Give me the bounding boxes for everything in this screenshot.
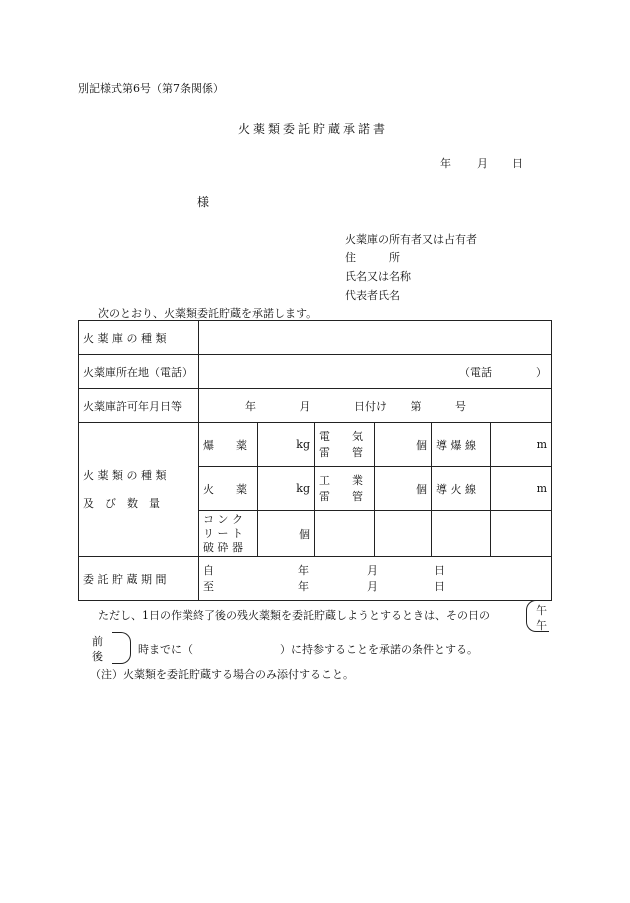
owner-representative-label: 代表者氏名 [345,289,400,302]
empty-cell[interactable] [491,511,552,557]
empty-cell[interactable] [432,511,491,557]
condition-line1: ただし、1日の作業終了後の残火薬類を委託貯蔵しようとするときは、その日の [98,609,490,622]
pm-label: 午 [536,619,547,632]
storage-period-value[interactable] [199,557,552,601]
industrial-detonator-label [315,467,375,511]
owner-role: 火薬庫の所有者又は占有者 [345,233,477,246]
explosives-label-line2: 及 び 数 量 [83,496,160,510]
kg-unit: kg [296,482,310,495]
after-label: 後 [92,650,103,663]
magazine-location-value[interactable] [199,355,552,389]
document-title: 火薬類委託貯蔵承諾書 [238,122,389,136]
from-day: 日 [434,563,445,577]
detonating-cord-label: 導 爆 線 [432,423,491,467]
empty-cell[interactable] [375,511,432,557]
industrial-detonator-line1: 工 業 [319,473,363,487]
application-table [78,320,552,601]
count-unit: 個 [416,438,427,452]
note-label: （注） [90,668,123,681]
concrete-breaker-label [199,511,258,557]
condition-line2-a: 時までに（ [138,643,193,656]
date-year: 年 [440,157,451,170]
to-month: 月 [367,579,378,593]
owner-name-label: 氏名又は名称 [345,270,411,283]
safety-fuse-label: 導 火 線 [432,467,491,511]
kg-unit: kg [296,438,310,451]
phone-label: （電話 ） [459,365,547,379]
concrete-line1: コ ン ク [203,512,243,526]
count-unit: 個 [416,482,427,496]
from-year: 年 [298,563,309,577]
date-day: 日 [512,157,523,170]
electric-detonator-count[interactable] [375,423,432,467]
safety-fuse-m[interactable] [491,467,552,511]
industrial-detonator-count[interactable] [375,467,432,511]
magazine-type-value[interactable] [199,321,552,355]
explosive-kg[interactable] [258,423,315,467]
permit-day: 日付け [354,399,387,413]
detonating-cord-m[interactable] [491,423,552,467]
to-day: 日 [434,579,445,593]
magazine-location-label: 火薬庫所在地（電話） [79,355,199,389]
permit-number-suffix: 号 [455,399,466,413]
date-month: 月 [477,157,488,170]
permit-date-value[interactable] [199,389,552,423]
period-to: 至 [203,579,214,593]
concrete-breaker-count[interactable] [258,511,315,557]
period-from: 自 [203,563,214,577]
form-code: 別記様式第6号（第7条関係） [78,82,224,95]
count-unit: 個 [299,527,310,541]
owner-address-label: 住 所 [345,251,400,264]
permit-month: 月 [299,399,311,413]
electric-detonator-line1: 電 気 [319,429,363,443]
before-after-bracket [112,632,131,664]
storage-period-label: 委 託 貯 蔵 期 間 [79,557,199,601]
industrial-detonator-line2: 雷 管 [319,489,363,503]
electric-detonator-line2: 雷 管 [319,445,363,459]
magazine-type-label: 火 薬 庫 の 種 類 [79,321,199,355]
powder-kg[interactable] [258,467,315,511]
explosives-label-line1: 火 薬 類 の 種 類 [83,468,167,482]
before-label: 前 [92,635,103,648]
intro-text: 次のとおり、火薬類委託貯蔵を承諾します。 [98,307,318,320]
to-year: 年 [298,579,309,593]
concrete-line3: 破 砕 器 [203,540,243,554]
concrete-line2: リ ー ト [203,526,243,540]
condition-line2-b: ）に持参することを承諾の条件とする。 [280,643,478,656]
powder-label: 火 薬 [199,467,258,511]
meter-unit: m [536,438,547,451]
electric-detonator-label [315,423,375,467]
note-text: 火薬類を委託貯蔵する場合のみ添付すること。 [123,668,354,681]
permit-year: 年 [245,399,256,413]
explosives-type-quantity-label [79,423,199,557]
empty-cell[interactable] [315,511,375,557]
from-month: 月 [367,563,378,577]
meter-unit: m [536,482,547,495]
permit-number-prefix: 第 [410,399,422,413]
am-label: 午 [536,604,547,617]
permit-date-label: 火薬庫許可年月日等 [79,389,199,423]
explosive-label: 爆 薬 [199,423,258,467]
honorific: 様 [197,195,210,209]
